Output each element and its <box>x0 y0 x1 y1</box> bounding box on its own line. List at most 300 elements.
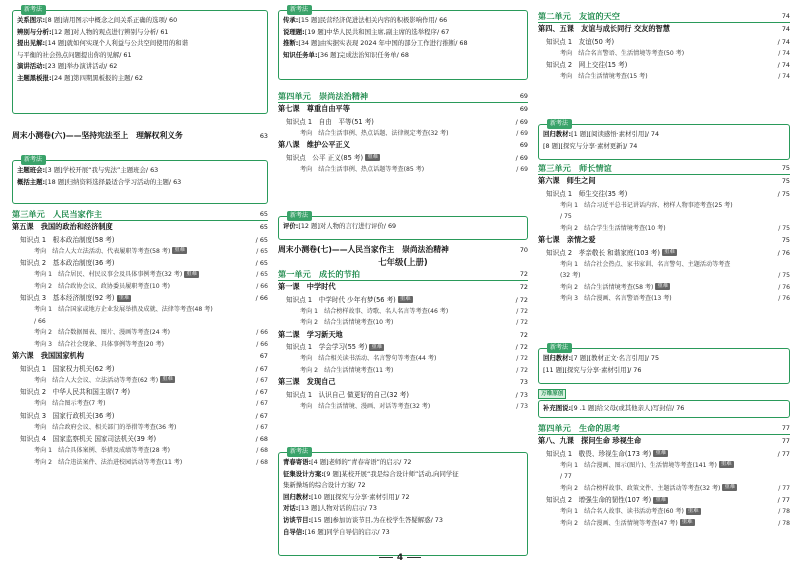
page-ref: / 69 <box>515 153 528 162</box>
difficulty-badge: 重难 <box>720 461 732 468</box>
knowledge-point-text: 知识点 1 中学时代 少年有梦(56 考) <box>286 295 396 304</box>
box-line-text: [23 题]举办演讲活动 <box>45 62 106 71</box>
exam-direction[interactable] <box>538 293 790 305</box>
page-ref: / 74 <box>625 141 638 150</box>
unit-title[interactable] <box>538 162 790 175</box>
knowledge-point[interactable] <box>278 389 528 401</box>
page-ref: / 76 <box>778 295 790 303</box>
exam-direction[interactable] <box>12 445 268 457</box>
page-ref: / 73 <box>515 390 528 399</box>
page-ref: / 76 <box>629 365 642 374</box>
exam-direction[interactable] <box>538 518 790 530</box>
page-ref: / 75 <box>778 272 790 280</box>
box-line[interactable] <box>283 221 523 233</box>
knowledge-point[interactable] <box>12 410 268 422</box>
page-ref: / 68 <box>455 39 468 48</box>
lesson-title-text: 第八课 维护公平正义 <box>278 140 350 150</box>
exam-direction-text: 考向 3 结合社会现象、具体事例等考查(20 考) <box>34 340 164 348</box>
box-line[interactable] <box>283 50 523 62</box>
page-ref: / 62 <box>130 73 143 82</box>
exam-direction[interactable] <box>12 304 268 316</box>
exam-direction-text: / 75 <box>560 213 572 221</box>
box-line-label: 提出见解: <box>17 39 46 48</box>
box-line[interactable] <box>17 27 263 39</box>
exam-direction[interactable] <box>538 506 790 518</box>
unit-2-block <box>538 10 790 83</box>
knowledge-point[interactable] <box>538 448 790 460</box>
box-line[interactable] <box>17 177 263 189</box>
knowledge-point[interactable] <box>12 292 268 304</box>
difficulty-badge: 重难 <box>687 507 699 514</box>
new-method-box-1 <box>538 120 790 160</box>
page-ref: / 66 <box>434 16 448 24</box>
page-ref: 74 <box>781 25 790 33</box>
exam-direction[interactable] <box>278 128 528 140</box>
exam-direction[interactable] <box>12 398 268 410</box>
page-ref: / 74 <box>777 37 790 46</box>
exam-direction-text: 考向 结合图示考查(7 考) <box>34 400 106 408</box>
unit-title[interactable] <box>278 268 528 281</box>
page-ref: / 68 <box>256 458 268 466</box>
exam-direction-text: 考向 结合生活事例、热点话题等考查(85 考) <box>300 165 425 173</box>
exam-direction-text: 考向 2 结合生活情境考查(58 考) <box>560 283 654 291</box>
knowledge-point[interactable] <box>278 152 528 164</box>
weekly-test-title: 周末小测卷(七)——人民当家作主 崇尚法治精神 <box>278 245 449 254</box>
box-line[interactable] <box>17 73 263 85</box>
exam-direction-text: 考向 1 结合居民、村民议事会及具体事例考查(32 考) <box>34 271 183 279</box>
weekly-7-block <box>278 244 528 412</box>
page-ref: / 72 <box>516 319 528 327</box>
difficulty-badge: 重难 <box>399 296 411 303</box>
lesson-title[interactable] <box>278 103 528 116</box>
page-ref: 63 <box>259 132 268 140</box>
exam-direction[interactable] <box>538 259 790 271</box>
new-method-tag: 新考法 <box>21 5 46 15</box>
box-line-label: 概括主题: <box>17 177 46 186</box>
exam-direction-text: 考向 结合生活情境、漫画、对话等考查(32 考) <box>300 402 431 410</box>
page-ref: / 73 <box>516 402 528 410</box>
unit-title[interactable] <box>278 90 528 103</box>
exam-direction[interactable] <box>538 471 790 483</box>
difficulty-badge: 重难 <box>367 154 378 161</box>
exam-direction-text: / 66 <box>34 317 46 325</box>
page-number <box>0 553 800 563</box>
knowledge-point[interactable] <box>538 247 790 259</box>
new-method-box-1 <box>278 6 528 80</box>
lesson-title[interactable] <box>538 234 790 247</box>
box-line[interactable] <box>283 457 523 469</box>
exam-direction-text: 考向 1 结合名人故事、读书活动考查(60 考) <box>560 508 684 516</box>
exam-direction-text: 考向 2 结合生活情境考查(11 考) <box>300 366 394 374</box>
page-ref: / 72 <box>515 343 528 352</box>
page-ref: / 65 <box>256 271 268 279</box>
lesson-title-text: 第二课 学习新天地 <box>278 329 343 339</box>
box-line[interactable] <box>283 503 523 515</box>
knowledge-point[interactable] <box>278 116 528 128</box>
knowledge-point-text: 知识点 1 认识自己 做更好的自己(32 考) <box>286 390 409 399</box>
page-ref: / 69 <box>516 165 528 173</box>
box-line[interactable] <box>283 38 523 50</box>
unit-title-text: 第一单元 成长的节拍 <box>278 269 360 279</box>
box-line[interactable] <box>543 365 785 377</box>
exam-direction-text: 考向 2 结合政协会议、政协委员履职考查(10 考) <box>34 282 171 290</box>
page-ref: / 72 <box>516 355 528 363</box>
exam-direction[interactable] <box>12 375 268 387</box>
knowledge-point-text: 知识点 1 师生交往(35 考) <box>546 189 628 198</box>
exam-direction-text: (32 考) <box>560 272 581 280</box>
exam-direction[interactable] <box>278 353 528 365</box>
page-ref: / 62 <box>105 62 118 71</box>
box-line-label: 回归教材: <box>543 130 572 138</box>
lesson-title[interactable] <box>538 23 790 36</box>
exam-direction-text: 考向 2 结合违法案件、法治进校园活动等考查(11 考) <box>34 458 183 466</box>
exam-direction[interactable] <box>538 48 790 60</box>
lesson-title[interactable] <box>278 376 528 389</box>
lesson-title[interactable] <box>278 281 528 294</box>
exam-direction-text: 考向 2 结合学生生活情境考查(10 考) <box>560 224 666 232</box>
dash-left <box>379 557 393 558</box>
box-line-text: [34 题]由实据实表现 2024 年中国的部分工作进行推断 <box>298 39 456 48</box>
knowledge-point[interactable] <box>12 386 268 398</box>
exam-direction[interactable] <box>12 281 268 293</box>
page-ref: 72 <box>519 270 528 278</box>
box-line-text: [14 题]就如何实现个人利益与公共空间使用的和谐 <box>45 39 189 48</box>
box-line-text: [12 题]对人物的言行进行评价 <box>298 222 384 230</box>
weekly-test-6[interactable] <box>12 130 268 142</box>
exam-direction[interactable] <box>538 211 790 223</box>
box-line-text: [24 题]第四期黑板报的主题 <box>51 73 131 82</box>
box-line-label: 自导信: <box>283 527 305 536</box>
box-line[interactable] <box>283 15 523 27</box>
box-line-label: 回归教材: <box>543 354 572 362</box>
knowledge-point-text: 知识点 3 基本经济制度(92 考) <box>20 294 115 303</box>
lesson-title[interactable] <box>278 329 528 342</box>
exam-direction-text: 考向 2 结合生活情境考查(10 考) <box>300 319 394 327</box>
box-line-label: 征集设计方案: <box>283 469 324 478</box>
box-line-text: [12 题]对人物的观点进行辨别与分析 <box>51 27 157 36</box>
box-line-text: [16 题]同学自导信的启示 <box>304 527 378 536</box>
box-lines <box>543 129 785 152</box>
page-ref: 77 <box>781 437 790 445</box>
box-line[interactable] <box>17 50 263 62</box>
exam-direction[interactable] <box>12 339 268 351</box>
unit-title-text: 第四单元 崇尚法治精神 <box>278 91 369 101</box>
box-line-text: [11 题][探究与分享·素材引用] <box>543 365 630 374</box>
box-line-label: 评价: <box>283 222 299 230</box>
box-line[interactable] <box>283 27 523 39</box>
difficulty-badge: 重难 <box>186 270 197 277</box>
knowledge-point[interactable] <box>538 59 790 71</box>
box-line[interactable] <box>283 527 523 539</box>
knowledge-point-text: 知识点 2 增强生命的韧性(107 考) <box>546 496 652 505</box>
page-ref: / 61 <box>156 27 169 36</box>
column-3 <box>538 10 790 548</box>
lesson-3-items <box>278 389 528 413</box>
page-ref: 65 <box>259 210 268 218</box>
lesson-2-items <box>278 341 528 376</box>
lesson-title[interactable] <box>278 139 528 152</box>
page-ref: / 77 <box>777 496 790 505</box>
lesson-title-text: 第六课 师生之间 <box>538 176 596 185</box>
box-line-text: [8 题][探究与分享·素材更新] <box>543 141 626 150</box>
page-ref: 69 <box>519 141 528 150</box>
page-ref: / 63 <box>168 177 182 186</box>
exam-direction[interactable] <box>538 282 790 294</box>
box-line[interactable] <box>283 515 523 527</box>
page-ref: / 78 <box>778 508 790 516</box>
page-ref: / 65 <box>255 259 268 268</box>
lesson-6-items <box>12 363 268 469</box>
page-ref: / 73 <box>430 515 443 524</box>
difficulty-badge: 重难 <box>681 519 693 526</box>
lesson-title-text: 第五课 我国的政治和经济制度 <box>12 222 113 231</box>
box-line-text: [13 题]人物对话的启示 <box>298 504 365 513</box>
knowledge-point-text: 知识点 1 国家权力机关(62 考) <box>20 364 115 373</box>
box-line-label: 青春寄语: <box>283 458 312 466</box>
exam-direction-text: 考向 1 结合漫画、图示(图片)、生活情境等考查(141 考) <box>560 461 717 469</box>
page-ref: / 76 <box>777 248 790 257</box>
knowledge-point-text: 知识点 1 学会学习(55 考) <box>286 343 368 352</box>
exam-direction-text: 考向 结合政府会议、相关部门的举措等考查(36 考) <box>34 423 177 431</box>
page-ref: / 66 <box>256 329 268 337</box>
new-method-tag: 新考法 <box>287 447 312 457</box>
box-lines <box>543 403 785 415</box>
page-ref: / 77 <box>778 484 790 492</box>
box-line[interactable] <box>17 165 263 177</box>
page-ref: / 76 <box>778 283 790 291</box>
box-lines <box>283 15 523 61</box>
knowledge-point-text: 知识点 2 中华人民共和国主席(7 考) <box>20 388 131 397</box>
page-ref: 75 <box>781 236 790 245</box>
knowledge-point-text: 知识点 3 国家行政机关(36 考) <box>20 411 115 420</box>
page-ref: / 75 <box>777 189 790 198</box>
page-ref: / 77 <box>777 449 790 458</box>
difficulty-badge: 重难 <box>655 496 667 503</box>
box-line-text: [15 题]参加访谈节目,为在校学生答疑解惑 <box>311 515 431 524</box>
box-line-label: 补充图说: <box>543 404 572 412</box>
lesson-1-items <box>278 294 528 329</box>
page-ref: / 60 <box>164 16 178 24</box>
new-method-box-3 <box>278 448 528 556</box>
lesson-title[interactable] <box>538 435 790 448</box>
exam-direction-text: / 77 <box>560 473 572 481</box>
exam-direction[interactable] <box>538 270 790 282</box>
exam-direction[interactable] <box>538 460 790 472</box>
lesson-title-text: 第八、九课 探问生命 珍视生命 <box>538 436 642 445</box>
box-line[interactable] <box>17 38 263 50</box>
page-ref: 65 <box>259 223 268 231</box>
page-ref: / 74 <box>778 73 790 81</box>
knowledge-point[interactable] <box>12 433 268 445</box>
page-ref: 69 <box>519 92 528 100</box>
box-line-label: 回归教材: <box>283 492 312 501</box>
exam-direction-text: 考向 2 结合数据图表、图片、漫画等考查(24 考) <box>34 329 171 337</box>
box-line-text: [9 题]某校开展“我是综合设计师”活动,向同学征 <box>323 469 459 478</box>
new-method-tag: 新考法 <box>287 211 312 221</box>
exam-direction-text: 考向 3 结合漫画、名言警语考查(13 考) <box>560 295 672 303</box>
box-line-text: [9 .1 题]给父母(或其他亲人)写封信 <box>571 404 673 412</box>
grade-heading: 七年级(上册) <box>378 257 428 267</box>
lesson-title[interactable] <box>538 175 790 188</box>
box-line-label: 知识任务单: <box>283 50 318 59</box>
lesson-title[interactable] <box>12 221 268 234</box>
box-line-text: [10 题][探究与分享·素材引用] <box>311 492 398 501</box>
exam-direction[interactable] <box>538 223 790 235</box>
lesson-title-text: 第七课 亲情之爱 <box>538 235 596 245</box>
box-lines <box>283 221 523 233</box>
knowledge-point[interactable] <box>278 341 528 353</box>
exam-direction[interactable] <box>278 401 528 413</box>
lesson-title[interactable] <box>12 350 268 363</box>
new-method-box-2 <box>538 344 790 384</box>
lesson-8-items <box>278 152 528 176</box>
knowledge-point-text: 知识点 1 根本政治制度(58 考) <box>20 235 115 244</box>
box-line-text: [3 题]学校开展“我与宪法”主题班会 <box>45 166 146 174</box>
exam-direction[interactable] <box>278 164 528 176</box>
lesson-5-items <box>12 234 268 351</box>
page-ref: / 67 <box>256 400 268 408</box>
exam-direction[interactable] <box>278 306 528 318</box>
page-ref: 72 <box>519 330 528 339</box>
weekly-test-7[interactable] <box>278 244 528 256</box>
page-ref: / 65 <box>255 235 268 244</box>
page-ref: 67 <box>259 352 268 361</box>
exam-direction[interactable] <box>278 317 528 329</box>
knowledge-point-text: 知识点 1 友谊(50 考) <box>546 37 615 46</box>
page-ref: / 67 <box>255 388 268 397</box>
page-ref: 70 <box>519 246 528 254</box>
box-line-text: [1 题][阅读感悟·素材引用] <box>571 130 647 138</box>
box-line[interactable] <box>17 15 263 27</box>
page-number-text: 4 <box>396 553 404 563</box>
exam-direction-text: 考向 1 结合习近平总书记讲话内容、榜样人物事迹考查(25 考) <box>560 201 733 209</box>
box-line-text: [4 题]老师的“青春寄语”的启示 <box>311 458 400 466</box>
box-line-text: 集新操场的综合设计方案 <box>283 481 354 490</box>
box-line[interactable] <box>543 403 785 415</box>
difficulty-badge: 重难 <box>162 376 173 383</box>
unit-3-block <box>538 162 790 305</box>
unit-title[interactable] <box>538 422 790 435</box>
new-method-box-2 <box>278 212 528 240</box>
box-line[interactable] <box>543 129 785 141</box>
unit-title-text: 第三单元 人民当家作主 <box>12 209 103 219</box>
box-line[interactable] <box>283 469 523 481</box>
page-ref: / 67 <box>256 376 268 384</box>
knowledge-point[interactable] <box>538 188 790 200</box>
exam-direction[interactable] <box>538 200 790 212</box>
lesson-8-9-items <box>538 448 790 530</box>
unit-title[interactable] <box>12 208 268 221</box>
unit-title[interactable] <box>538 10 790 23</box>
new-method-tag: 新考法 <box>287 5 312 15</box>
box-line-text: [36 题]完成法治知识任务单 <box>317 50 397 59</box>
exam-direction-text: 考向 结合人大会议、立法活动等考查(62 考) <box>34 376 159 384</box>
page-ref: / 72 <box>353 481 366 490</box>
exam-direction[interactable] <box>12 316 268 328</box>
knowledge-point[interactable] <box>278 294 528 306</box>
exam-direction[interactable] <box>538 71 790 83</box>
box-line[interactable] <box>543 141 785 153</box>
page-ref: / 61 <box>119 50 132 59</box>
lesson-4-5-items <box>538 36 790 83</box>
page-ref: / 72 <box>516 366 528 374</box>
page-ref: / 68 <box>255 435 268 444</box>
knowledge-point[interactable] <box>12 363 268 375</box>
box-line-label: 演讲活动: <box>17 62 46 71</box>
lesson-title-text: 第四、五课 友谊与成长同行 交友的智慧 <box>538 24 670 33</box>
unit-title-text: 第四单元 生命的思考 <box>538 423 620 433</box>
box-line[interactable] <box>17 61 263 73</box>
exam-direction[interactable] <box>12 457 268 469</box>
difficulty-badge: 重难 <box>371 343 383 350</box>
box-line[interactable] <box>543 353 785 365</box>
special-box-wrap <box>538 380 790 418</box>
page-ref: / 66 <box>256 282 268 290</box>
exam-direction[interactable] <box>12 327 268 339</box>
box-line-label: 主题班会: <box>17 166 46 174</box>
lesson-7-items <box>278 116 528 140</box>
exam-direction-text: 考向 1 结合国家或地方企业发展举措及成就、法律等考查(48 考) <box>34 306 213 314</box>
page-ref: / 74 <box>777 61 790 70</box>
exam-direction-text: 考向 1 结合具体案例、举措及成绩等考查(28 考) <box>34 447 171 455</box>
new-method-tag: 新考法 <box>547 119 572 129</box>
difficulty-badge: 重难 <box>655 450 667 457</box>
special-box <box>538 400 790 418</box>
box-line-label: 访谈节目: <box>283 515 312 524</box>
page-ref: 74 <box>781 12 790 20</box>
knowledge-point[interactable] <box>538 36 790 48</box>
page-ref: / 73 <box>364 504 377 513</box>
exam-direction-text: 考向 1 结合社会热点、家书家训、名言警句、主题活动等考查 <box>560 260 731 268</box>
knowledge-point[interactable] <box>538 494 790 506</box>
exam-direction[interactable] <box>538 483 790 495</box>
unit-4-block <box>278 90 528 175</box>
knowledge-point-text: 知识点 2 孝亲敬长 和谐家庭(103 考) <box>546 248 660 257</box>
box-line[interactable] <box>283 492 523 504</box>
knowledge-point[interactable] <box>12 257 268 269</box>
exam-direction[interactable] <box>12 269 268 281</box>
exam-direction[interactable] <box>12 422 268 434</box>
page-ref: / 67 <box>255 364 268 373</box>
knowledge-point[interactable] <box>12 234 268 246</box>
difficulty-badge: 重难 <box>724 484 736 491</box>
exam-direction[interactable] <box>278 365 528 377</box>
box-line-text: [19 题]中华人民共和国主席,副主席的选举程序 <box>304 27 437 36</box>
box-line-text: 与平衡的社会热点问题提出你的见解 <box>17 50 120 59</box>
page-ref: / 72 <box>399 458 412 466</box>
page-ref: / 72 <box>515 295 528 304</box>
box-line[interactable] <box>283 480 523 492</box>
exam-direction-text: 考向 结合相关读书活动、名言警句等考查(44 考) <box>300 355 437 363</box>
box-line-label: 关系图示: <box>17 16 46 24</box>
box-line-text: [7 题][教材正文·名言引用] <box>571 354 647 362</box>
page-ref: / 66 <box>255 294 268 303</box>
column-2 <box>278 6 528 548</box>
box-line-text: [15 题]民营经济促进法相关内容的积极影响作用 <box>298 16 435 24</box>
new-method-tag: 新考法 <box>547 343 572 353</box>
page-ref: / 75 <box>778 224 790 232</box>
exam-direction[interactable] <box>12 246 268 258</box>
page-ref: 77 <box>781 424 790 432</box>
exam-direction-text: 考向 2 结合榜样故事、政策文件、主题活动等考查(32 考) <box>560 484 721 492</box>
knowledge-point-text: 知识点 2 基本政治制度(36 考) <box>20 259 115 268</box>
lesson-title-text: 第一课 中学时代 <box>278 282 336 291</box>
knowledge-point-text: 知识点 1 自由 平等(51 考) <box>286 117 374 126</box>
unit-4-block <box>538 422 790 529</box>
box-line-label: 推断: <box>283 39 299 48</box>
special-tag: 万维原创 <box>538 389 566 399</box>
page-ref: / 68 <box>256 447 268 455</box>
